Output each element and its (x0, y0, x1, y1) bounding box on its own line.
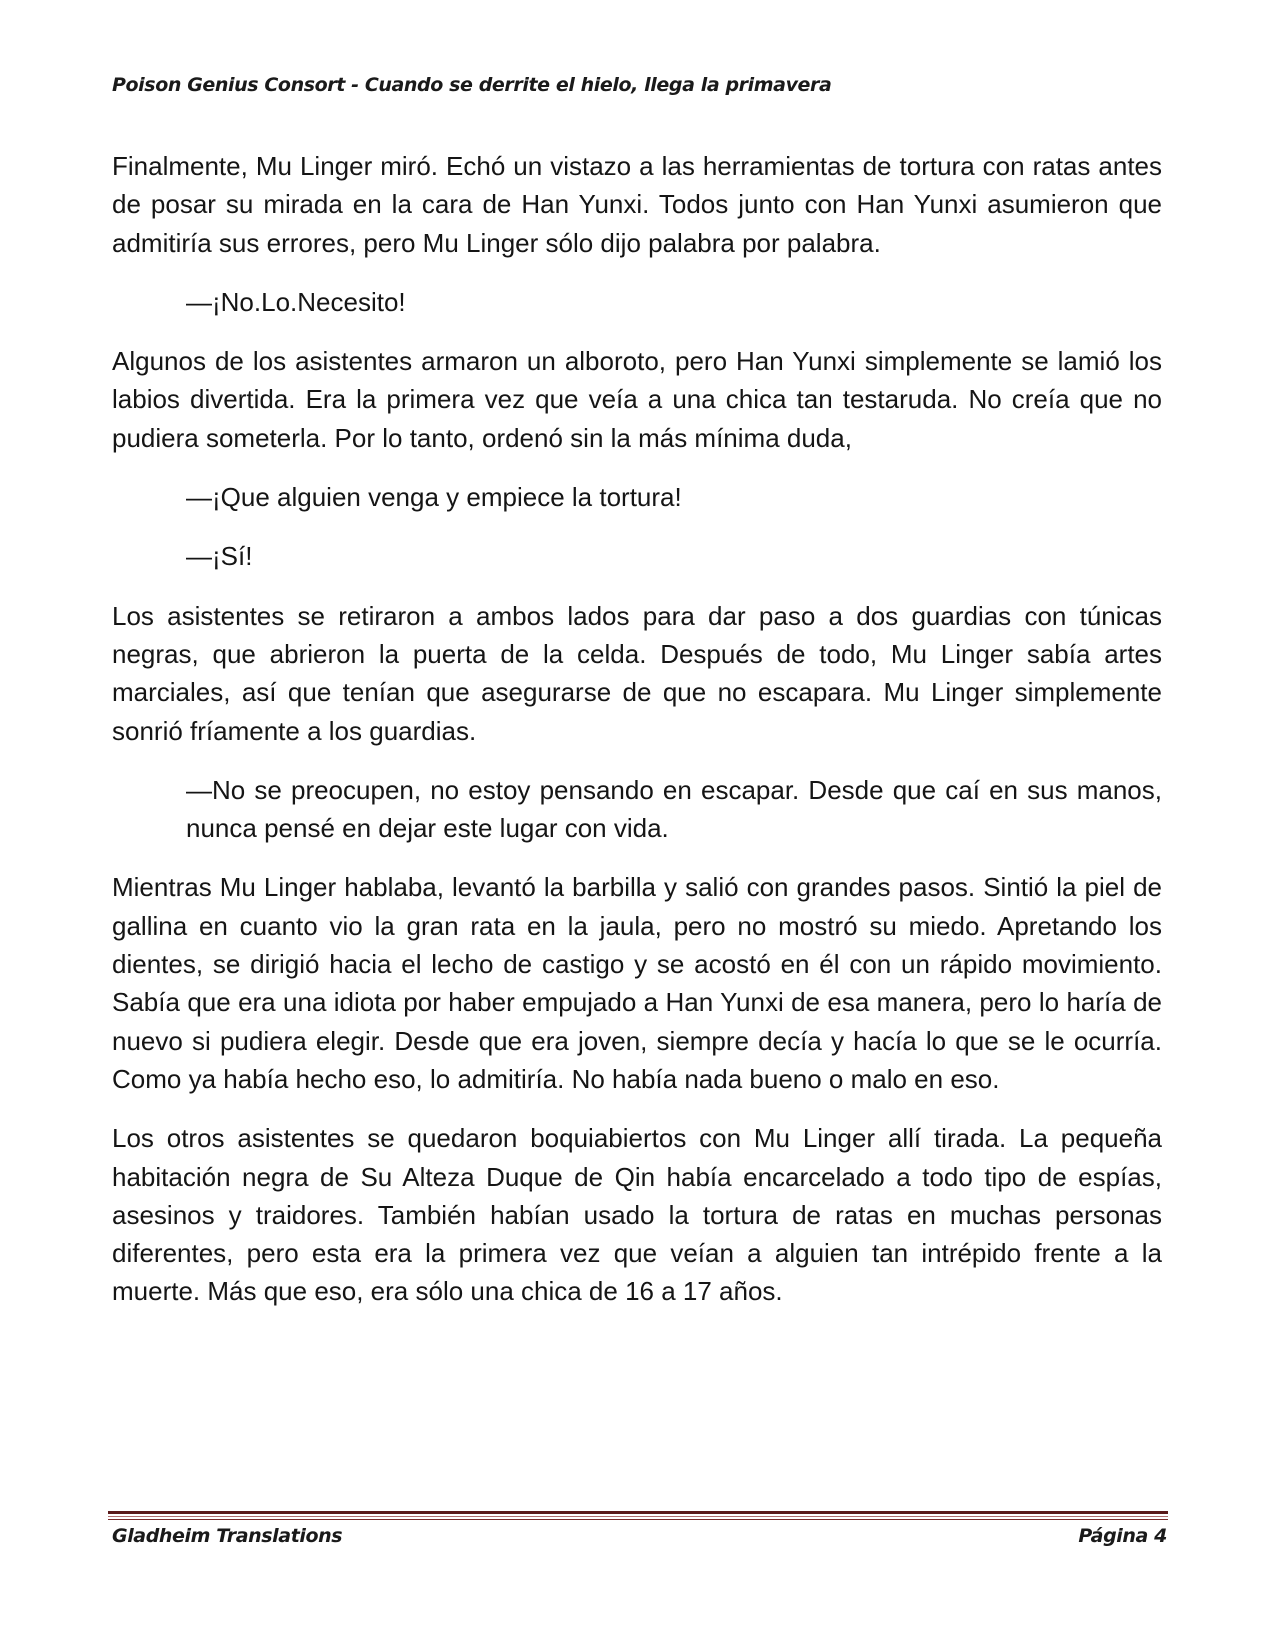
footer-publisher: Gladheim Translations (112, 1525, 343, 1547)
page-number: Página 4 (1078, 1525, 1167, 1547)
paragraph-5: Los otros asistentes se quedaron boquiabiertos con Mu Linger allí tirada. La pequeña habitación negra de Su Alteza Duque de Qin había encarcelado a todo tipo de espías, asesinos y traidores. También habían usado la tortura de ratas en muchas personas diferentes, pero esta era la primera vez que veían a alguien tan intrépido frente a la muerte. Más que eso, era sólo una chica de 16 a 17 años. (112, 1123, 1162, 1307)
document-body (112, 147, 1162, 1332)
dialogue-line-3: —¡Sí! (186, 541, 253, 572)
page-header: Poison Genius Consort - Cuando se derrite el hielo, llega la primavera (112, 74, 832, 96)
paragraph-2: Algunos de los asistentes armaron un alboroto, pero Han Yunxi simplemente se lamió los labios divertida. Era la primera vez que veía a una chica tan testaruda. No creía que no pudiera someterla. Por lo tanto, ordenó sin la más mínima duda, (112, 346, 1162, 453)
dialogue-line-2: —¡Que alguien venga y empiece la tortura! (186, 482, 682, 513)
dialogue-line-1: —¡No.Lo.Necesito! (186, 286, 406, 317)
dialogue-line-4: —No se preocupen, no estoy pensando en escapar. Desde que caí en sus manos, nunca pensé en dejar este lugar con vida. (186, 774, 1162, 844)
paragraph-4: Mientras Mu Linger hablaba, levantó la barbilla y salió con grandes pasos. Sintió la piel de gallina en cuanto vio la gran rata en la jaula, pero no mostró su miedo. Apretando los dientes, se dirigió hacia el lecho de castigo y se acostó en él con un rápido movimiento. Sabía que era una idiota por haber empujado a Han Yunxi de esa manera, pero lo haría de nuevo si pudiera elegir. Desde que era joven, siempre decía y hacía lo que se le ocurría. Como ya había hecho eso, lo admitiría. No había nada bueno o malo en eso. (112, 872, 1162, 1094)
paragraph-3: Los asistentes se retiraron a ambos lados para dar paso a dos guardias con túnicas negras, que abrieron la puerta de la celda. Después de todo, Mu Linger sabía artes marciales, así que tenían que asegurarse de que no escapara. Mu Linger simplemente sonrió fríamente a los guardias. (112, 600, 1162, 746)
footer-divider (108, 1511, 1168, 1520)
paragraph-1: Finalmente, Mu Linger miró. Echó un vistazo a las herramientas de tortura con ratas antes de posar su mirada en la cara de Han Yunxi. Todos junto con Han Yunxi asumieron que admitiría sus errores, pero Mu Linger sólo dijo palabra por palabra. (112, 151, 1162, 258)
